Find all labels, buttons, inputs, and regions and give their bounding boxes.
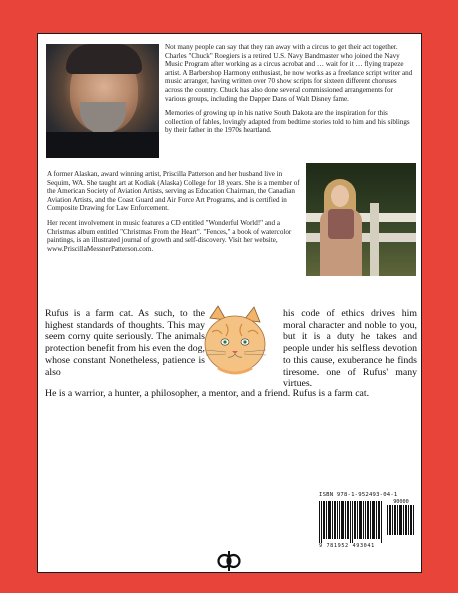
barcode-bars-addon bbox=[387, 505, 415, 535]
artist-bio bbox=[47, 170, 301, 259]
artist-bio-paragraph-2: Her recent involvement in music features a CD entitled "Wonderful World!" and a Christmas album entitled "Christmas From the Heart". "Fences," a book of watercolor paintings, is an illustrated journal of growth and self-discovery. Visit her website, www.PriscillaMessnerPatterson.com. bbox=[47, 218, 292, 253]
barcode-digits: 9 781952 493041 bbox=[319, 543, 375, 549]
barcode-bars-main bbox=[319, 501, 383, 543]
cover-panel bbox=[37, 33, 422, 573]
story-right-column: his code of ethics drives him moral character and noble to you, but it is a duty he takes and people under his selfless devotion to this cause, exuberance he finds tiresome. one of Rufus' many virtues. bbox=[283, 308, 417, 390]
author-bio-paragraph-2: Memories of growing up in his native South Dakota are the inspiration for this collection of fables, lovingly adapted from bedtime stories told to him and his siblings by their father in the 1970s heartland. bbox=[165, 109, 410, 135]
story-left-column: Rufus is a farm cat. As such, to the highest standards of thoughts. This may seem corny quite seriously. The animals protection benefit from his even the dog, whose constant Nonetheless, patience is also bbox=[45, 308, 205, 378]
author-bio-paragraph-1: Not many people can say that they ran away with a circus to get their act together. Charles "Chuck" Roegiers is a retired U.S. Navy Bandmaster who joined the Navy Music Program after working as a circus acrobat and … wait for it … flying trapeze artist. A Barbershop Harmony enthusiast, he now works as a freelance script writer and music arranger, having written over 70 show scripts for sixteen different choruses across the country. Chuck has also done several commissioned arrangements for various groups, including the Dapper Dans of Walt Disney fame. bbox=[165, 43, 413, 103]
author-bio bbox=[165, 43, 415, 141]
isbn-barcode bbox=[315, 490, 418, 552]
author-portrait-photo bbox=[46, 44, 159, 158]
price-code: 90000 bbox=[393, 499, 409, 505]
artist-bio-paragraph-1: A former Alaskan, award winning artist, Priscilla Patterson and her husband live in Sequim, WA. She taught art at Kodiak (Alaska) College for 18 years. She is a member of the American Society of Aviation Artists, serving as Education Chairman, the Canadian Aviation Artists, and the Coast Guard and Air Force Art Programs, and is certified in Composite Drawing for Law Enforcement. bbox=[47, 170, 300, 213]
story-closing-line: He is a warrior, a hunter, a philosopher, a mentor, and a friend. Rufus is a farm cat. bbox=[45, 388, 370, 399]
artist-portrait-photo bbox=[306, 163, 416, 276]
cat-illustration bbox=[196, 304, 274, 384]
isbn-label: ISBN 978-1-952493-04-1 bbox=[319, 492, 398, 498]
publisher-logo-icon bbox=[217, 551, 241, 571]
